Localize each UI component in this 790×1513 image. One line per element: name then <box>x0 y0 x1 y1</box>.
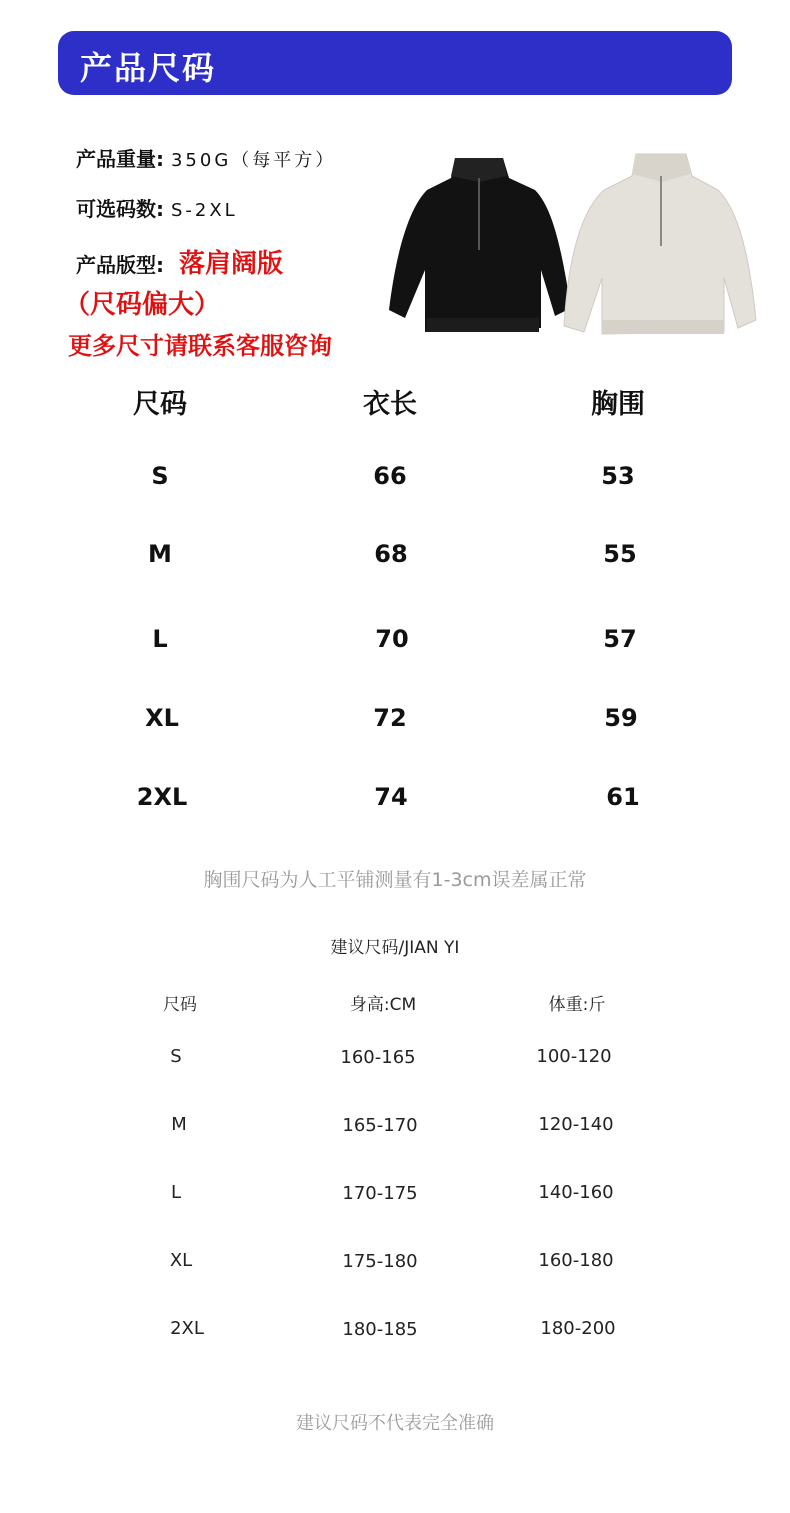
table-cell: M <box>171 1114 187 1135</box>
weight-row <box>76 143 336 172</box>
table-cell: 180-200 <box>540 1318 616 1339</box>
table-cell: 175-180 <box>342 1251 418 1272</box>
table-cell: 74 <box>374 783 408 811</box>
table-cell: XL <box>169 1250 193 1271</box>
cream-sweatshirt-image <box>558 150 758 345</box>
table-cell: L <box>170 1182 182 1203</box>
weight-label: 产品重量: <box>76 147 164 171</box>
table-cell: 140-160 <box>538 1182 614 1203</box>
table-cell: 61 <box>606 783 640 811</box>
table-cell: 55 <box>603 540 637 568</box>
black-sweatshirt-image <box>385 150 575 340</box>
disclaimer-note: 建议尺码不代表完全准确 <box>296 1413 494 1434</box>
contact-note: 更多尺寸请联系客服咨询 <box>68 332 332 360</box>
fit-label: 产品版型: <box>76 253 164 277</box>
sizes-value: S-2XL <box>170 200 238 221</box>
sizes-row <box>76 193 238 222</box>
measurement-note: 胸围尺码为人工平铺测量有1-3cm误差属正常 <box>203 869 587 891</box>
height-header: 身高:CM <box>349 995 417 1015</box>
suggest-size-header: 尺码 <box>163 995 197 1015</box>
table-cell: 72 <box>373 704 407 732</box>
table-cell: 165-170 <box>342 1115 418 1136</box>
table-cell: S <box>170 1046 182 1067</box>
suggest-title: 建议尺码/JIAN YI <box>330 938 460 958</box>
table-cell: 66 <box>373 462 407 490</box>
sizes-label: 可选码数: <box>76 197 164 221</box>
size-header: 尺码 <box>133 389 187 420</box>
section-banner <box>58 31 732 95</box>
fit-note: （尺码偏大） <box>64 290 221 320</box>
length-header: 衣长 <box>363 389 417 420</box>
table-cell: 59 <box>604 704 638 732</box>
table-cell: 70 <box>375 625 409 653</box>
table-cell: 170-175 <box>342 1183 418 1204</box>
table-cell: 57 <box>603 625 637 653</box>
table-cell: XL <box>145 704 179 732</box>
table-cell: 160-180 <box>538 1250 614 1271</box>
chest-header: 胸围 <box>591 389 645 420</box>
banner-title: 产品尺码 <box>80 49 217 87</box>
table-cell: 2XL <box>136 783 188 811</box>
table-cell: S <box>151 462 169 490</box>
fit-row <box>76 243 283 280</box>
table-cell: 53 <box>601 462 635 490</box>
table-cell: 100-120 <box>536 1046 612 1067</box>
table-cell: L <box>152 625 168 653</box>
table-cell: 160-165 <box>340 1047 416 1068</box>
table-cell: M <box>148 540 172 568</box>
weight-header: 体重:斤 <box>548 995 606 1015</box>
table-cell: 120-140 <box>538 1114 614 1135</box>
table-cell: 180-185 <box>342 1319 418 1340</box>
table-cell: 68 <box>374 540 408 568</box>
weight-value: 350G（每平方） <box>170 150 337 171</box>
fit-value: 落肩阔版 <box>178 249 283 279</box>
table-cell: 2XL <box>170 1318 204 1339</box>
